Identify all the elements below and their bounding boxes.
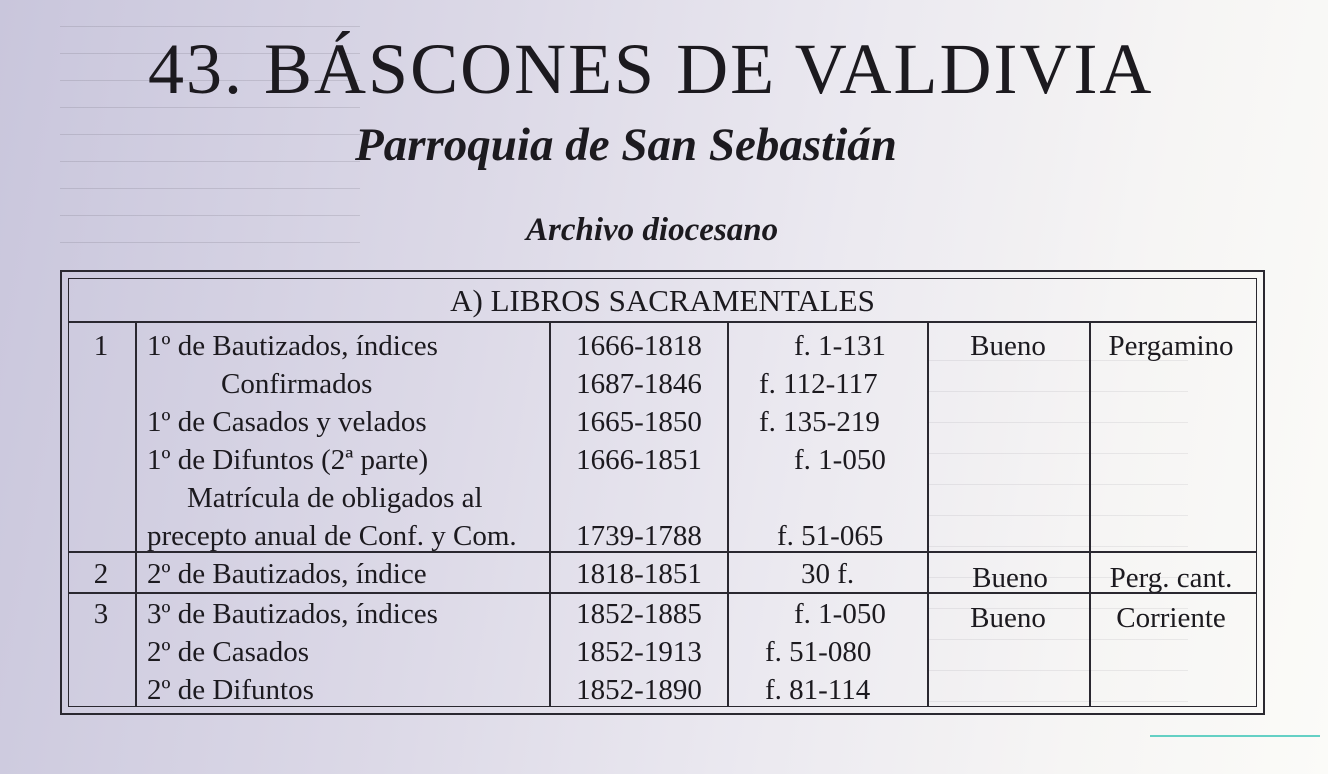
book-title: 2º de Casados: [147, 636, 310, 668]
column-divider: [727, 321, 729, 706]
book-years: 1666-1851: [576, 444, 702, 476]
book-folios: f. 112-117: [759, 368, 878, 400]
binding-cell: Corriente: [1116, 602, 1226, 634]
book-title: 1º de Difuntos (2ª parte): [147, 444, 429, 476]
binding-cell: Perg. cant.: [1109, 562, 1233, 594]
book-title: precepto anual de Conf. y Com.: [147, 520, 517, 552]
decorative-rule: [1150, 735, 1320, 737]
book-folios: f. 135-219: [759, 406, 880, 438]
book-folios: f. 81-114: [765, 674, 871, 706]
book-folios: f. 51-080: [765, 636, 872, 668]
book-folios: 30 f.: [801, 558, 855, 590]
row-number: 1: [93, 330, 109, 362]
book-years: 1687-1846: [576, 368, 702, 400]
book-folios: f. 51-065: [777, 520, 884, 552]
column-divider: [1089, 321, 1091, 706]
book-years: 1852-1885: [576, 598, 702, 630]
column-divider: [927, 321, 929, 706]
book-title: 1º de Casados y velados: [147, 406, 427, 438]
book-years: 1665-1850: [576, 406, 702, 438]
row-number: 3: [93, 598, 109, 630]
section-header: A) LIBROS SACRAMENTALES: [69, 279, 1256, 323]
book-years: 1739-1788: [576, 520, 702, 552]
column-divider: [549, 321, 551, 706]
book-folios: f. 1-050: [794, 598, 886, 630]
book-title: 1º de Bautizados, índices: [147, 330, 438, 362]
table-inner: [68, 278, 1257, 707]
page-title: 43. BÁSCONES DE VALDIVIA: [148, 29, 1154, 109]
row-number: 2: [93, 558, 109, 590]
binding-cell: Pergamino: [1108, 330, 1234, 362]
state-cell: Bueno: [970, 330, 1046, 362]
state-cell: Bueno: [972, 562, 1048, 594]
page-subtitle: Parroquia de San Sebastián: [355, 119, 897, 171]
book-years: 1818-1851: [576, 558, 702, 590]
book-title: 2º de Bautizados, índice: [147, 558, 427, 590]
book-years: 1666-1818: [576, 330, 702, 362]
book-title: Confirmados: [221, 368, 373, 400]
book-folios: f. 1-050: [794, 444, 886, 476]
book-title: 3º de Bautizados, índices: [147, 598, 438, 630]
records-table: [60, 270, 1265, 715]
book-years: 1852-1890: [576, 674, 702, 706]
book-title: 2º de Difuntos: [147, 674, 314, 706]
book-title: Matrícula de obligados al: [187, 482, 483, 514]
archive-heading: Archivo diocesano: [526, 212, 779, 248]
book-folios: f. 1-131: [794, 330, 886, 362]
book-years: 1852-1913: [576, 636, 702, 668]
column-divider: [135, 321, 137, 706]
state-cell: Bueno: [970, 602, 1046, 634]
